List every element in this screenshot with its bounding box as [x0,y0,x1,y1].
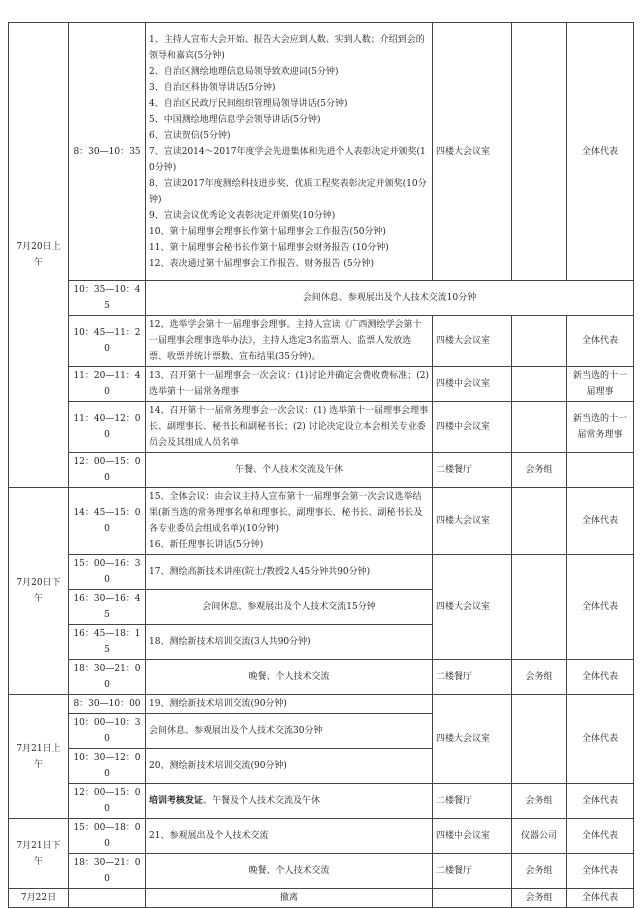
attendees-cell: 全体代表 [567,695,634,784]
date-label: 7月20日上午 [16,242,61,268]
time-cell: 18：30—21：00 [69,854,146,889]
time-cell: 12：00—15：00 [69,453,146,488]
table-row [9,23,634,281]
content-cell: 17、测绘高新技术讲座(院士/教授2人45分钟共90分钟) [146,555,433,590]
agenda-item: 1、主持人宣布大会开始、报告大会应到人数、实到人数；介绍到会的领导和嘉宾(5分钟) [149,34,425,61]
venue-cell: 四楼大会议室 [433,23,512,281]
attendees-cell: 全体代表 [567,854,634,889]
time-cell: 10：30—12：00 [69,749,146,784]
content-cell [146,23,433,281]
agenda-item: 4、自治区民政厅民间组织管理局领导讲话(5分钟) [149,98,348,109]
organizer-cell [512,555,567,660]
venue-cell: 二楼餐厅 [433,784,512,819]
table-row [9,453,634,488]
date-cell: 7月20日下午 [9,488,69,695]
organizer-cell: 仪器公司 [512,819,567,854]
time-cell: 11：40—12：00 [69,402,146,453]
table-row [9,695,634,714]
attendees-cell: 全体代表 [567,889,634,908]
agenda-item: 7、宣读2014～2017年度学会先进集体和先进个人表彰决定并颁奖(10分钟) [149,146,426,173]
attendees-cell: 全体代表 [567,660,634,695]
organizer-cell: 会务组 [512,784,567,819]
table-row [9,281,634,316]
content-cell: 会间休息、参观展出及个人技术交流10分钟 [146,281,634,316]
time-cell: 16：30—16：45 [69,590,146,625]
organizer-cell: 会务组 [512,660,567,695]
organizer-cell: 会务组 [512,889,567,908]
attendees-cell: 全体代表 [567,316,634,367]
table-row [9,367,634,402]
attendees-cell: 全体代表 [567,488,634,555]
agenda-item: 10、第十届理事会理事长作第十届理事会工作报告(50分钟) [149,226,386,237]
content-cell: 会间休息、参观展出及个人技术交流30分钟 [146,714,433,749]
venue-cell: 二楼餐厅 [433,453,512,488]
content-cell: 19、测绘新技术培训交流(90分钟) [146,695,433,714]
time-cell: 8：30—10：00 [69,695,146,714]
content-cell [146,784,433,819]
organizer-cell: 会务组 [512,854,567,889]
venue-cell: 四楼大会议室 [433,316,512,367]
content-cell: 21、参观展出及个人技术交流 [146,819,433,854]
time-cell: 11：20—11：40 [69,367,146,402]
venue-cell: 二楼餐厅 [433,854,512,889]
venue-cell: 四楼中会议室 [433,819,512,854]
organizer-cell [512,367,567,402]
time-cell: 15：00—16：30 [69,555,146,590]
venue-cell: 四楼大会议室 [433,488,512,555]
time-cell: 10：00—10：30 [69,714,146,749]
organizer-cell [512,316,567,367]
table-row [9,819,634,854]
attendees-cell [567,453,634,488]
organizer-cell: 会务组 [512,453,567,488]
agenda-table [8,22,634,908]
venue-cell: 二楼餐厅 [433,660,512,695]
organizer-cell [512,23,567,281]
table-row [9,660,634,695]
content-cell: 12、选举学会第十一届理事会理事。主持人宣读《广西测绘学会第十一届理事会理事选举办法》，主持人选定3名监票人、监票人发放选票、收票并统计票数、宣布结果(35分钟)。 [146,316,433,367]
attendees-cell: 新当选的十一届常务理事 [567,402,634,453]
content-cell: 14、召开第十一届常务理事会一次会议：(1) 选举第十一届理事会理事长、副理事长、秘书长和副秘书长；(2) 讨论决定设立本会相关专业委员会及其组成人员名单 [146,402,433,453]
time-cell: 8：30—10：35 [69,23,146,281]
table-row [9,854,634,889]
content-cell [146,488,433,555]
time-cell: 16：45—18：15 [69,625,146,660]
attendees-cell: 全体代表 [567,555,634,660]
time-cell: 14：45—15：00 [69,488,146,555]
table-row [9,889,634,908]
time-cell [69,889,146,908]
agenda-item: 8、宣读2017年度测绘科技进步奖、优质工程奖表彰决定并颁奖(10分钟) [149,178,427,205]
organizer-cell [512,488,567,555]
date-cell: 7月21日上午 [9,695,69,819]
agenda-item: 16、新任理事长讲话(5分钟) [149,540,264,550]
agenda-item: 11、第十届理事会秘书长作第十届理事会财务报告 (10分钟) [149,242,389,253]
time-cell: 10：45—11：20 [69,316,146,367]
date-cell [9,23,69,488]
content-text: 、午餐及个人技术交流及午休 [203,796,321,806]
venue-cell [433,889,512,908]
content-cell: 晚餐、个人技术交流 [146,660,433,695]
venue-cell: 四楼大会议室 [433,555,512,660]
content-cell: 撤离 [146,889,433,908]
highlight-text: 培训考核发证 [149,796,204,806]
time-cell: 12：00—15：00 [69,784,146,819]
venue-cell: 四楼大会议室 [433,695,512,784]
date-cell: 7月21日下午 [9,819,69,889]
table-row [9,555,634,590]
content-cell: 会间休息、参观展出及个人技术交流15分钟 [146,590,433,625]
date-cell: 7月22日 [9,889,69,908]
content-cell: 午餐、个人技术交流及午休 [146,453,433,488]
venue-cell: 四楼中会议室 [433,402,512,453]
agenda-item: 6、宣读贺信(5分钟) [149,130,231,141]
table-row [9,402,634,453]
attendees-cell: 全体代表 [567,819,634,854]
time-cell: 15：00—18：00 [69,819,146,854]
agenda-item: 5、中国测绘地理信息学会领导讲话(5分钟) [149,114,321,125]
table-row [9,488,634,555]
content-cell: 18、测绘新技术培训交流(3人共90分钟) [146,625,433,660]
table-row [9,316,634,367]
agenda-item: 12、表决通过第十届理事会工作报告、财务报告 (5分钟) [149,258,375,269]
content-cell: 晚餐、个人技术交流 [146,854,433,889]
agenda-item: 15、全体会议：由会议主持人宣布第十一届理事会第一次会议选举结果(新当选的常务理事名单和理事长、副理事长、秘书长、副秘书长及各专业委员会组成名单)(10分钟) [149,492,423,534]
attendees-cell: 全体代表 [567,23,634,281]
agenda-item: 2、自治区测绘地理信息局领导致欢迎词(5分钟) [149,66,339,77]
venue-cell: 四楼中会议室 [433,367,512,402]
time-cell: 18：30—21：00 [69,660,146,695]
content-cell: 13、召开第十一届理事会一次会议：(1)讨论并确定会费收费标准；(2)选举第十一届常务理事 [146,367,433,402]
table-row [9,784,634,819]
content-cell: 20、测绘新技术培训交流(90分钟) [146,749,433,784]
agenda-item: 9、宣读会议优秀论文表彰决定并颁奖(10分钟) [149,210,336,221]
attendees-cell: 全体代表 [567,784,634,819]
organizer-cell [512,402,567,453]
agenda-item: 3、自治区科协领导讲话(5分钟) [149,82,276,93]
time-cell: 10：35—10：45 [69,281,146,316]
attendees-cell: 新当选的十一届理事 [567,367,634,402]
organizer-cell [512,695,567,784]
